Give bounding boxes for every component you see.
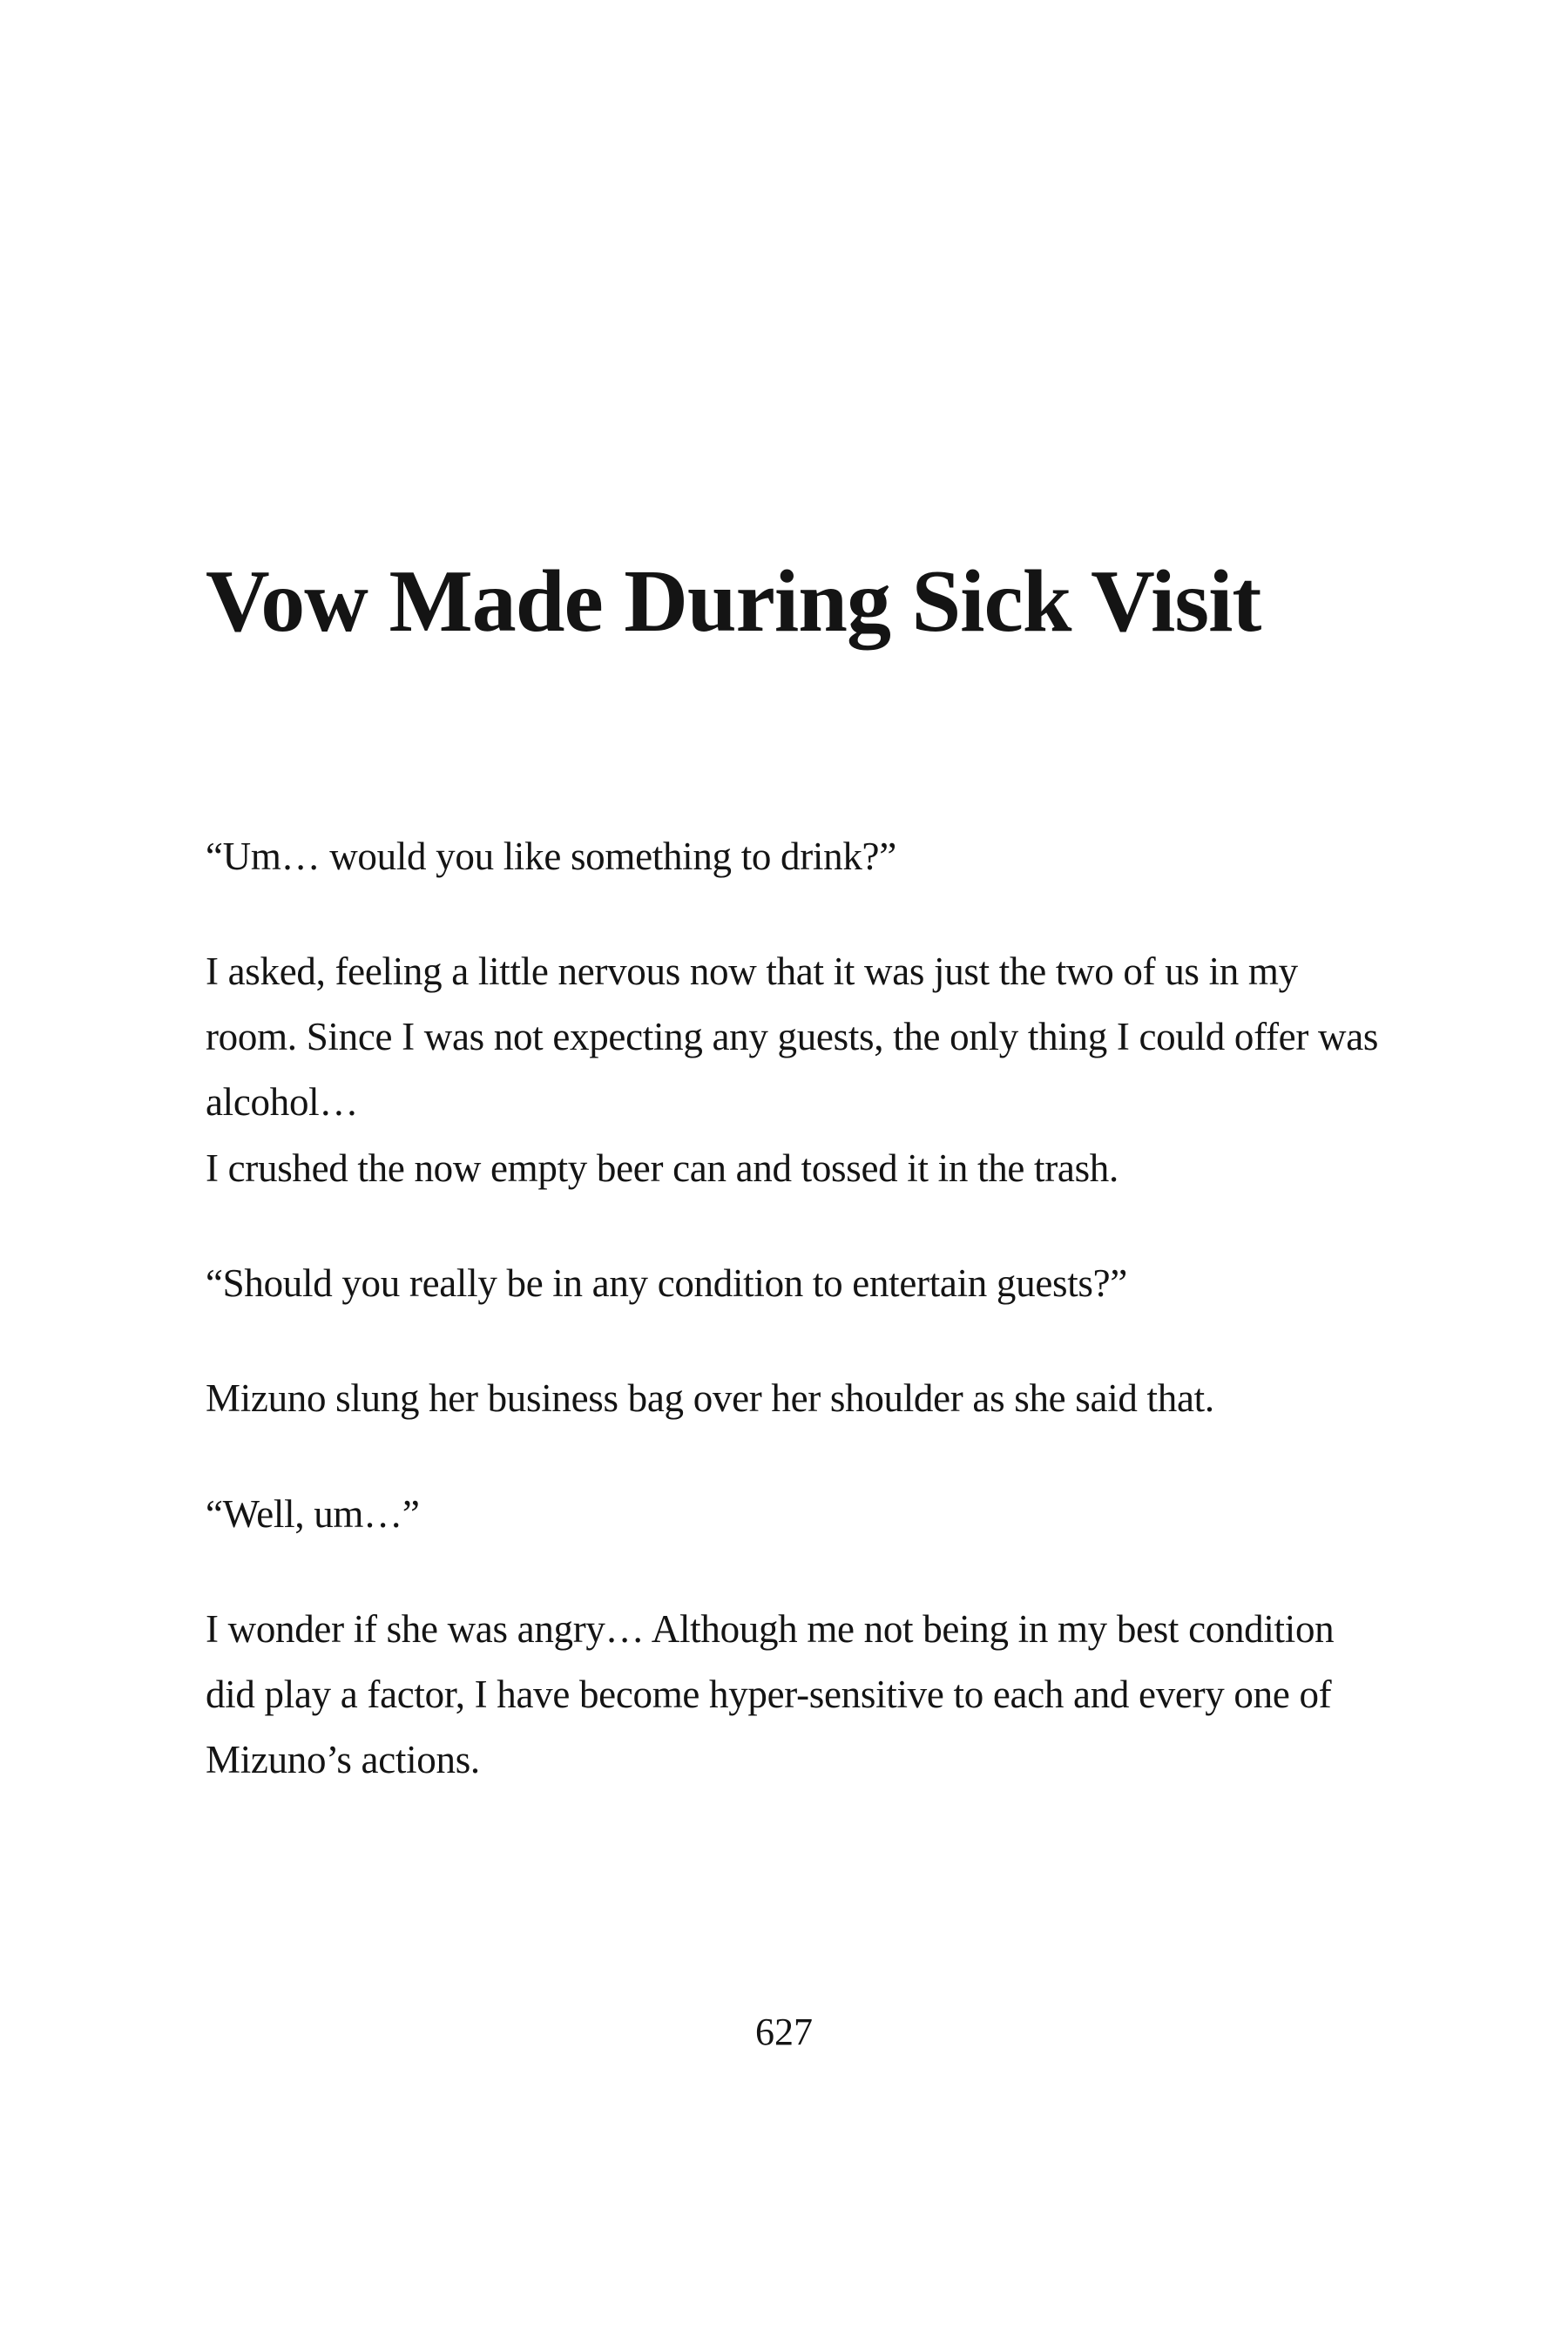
paragraph-nervous: I asked, feeling a little nervous now that it was just the two of us in my room. Since I was not expecting any guests, the only thing I could offer was alcohol… bbox=[206, 950, 1379, 1124]
paragraph-entertain-guests: “Should you really be in any condition to entertain guests?” bbox=[206, 1261, 1127, 1305]
paragraph-hyper-sensitive: I wonder if she was angry… Although me not being in my best condition did play a factor, I have become hyper-sensitive to each and every one of Mizuno’s actions. bbox=[206, 1607, 1335, 1781]
page-number: 627 bbox=[755, 2011, 813, 2053]
paragraph-beer-can: I crushed the now empty beer can and tossed it in the trash. bbox=[206, 1146, 1119, 1190]
paragraph-drink-question: “Um… would you like something to drink?” bbox=[206, 835, 896, 878]
paragraph-business-bag: Mizuno slung her business bag over her shoulder as she said that. bbox=[206, 1376, 1214, 1420]
paragraph-well-um: “Well, um…” bbox=[206, 1492, 420, 1536]
chapter-title: Vow Made During Sick Visit bbox=[206, 552, 1261, 651]
